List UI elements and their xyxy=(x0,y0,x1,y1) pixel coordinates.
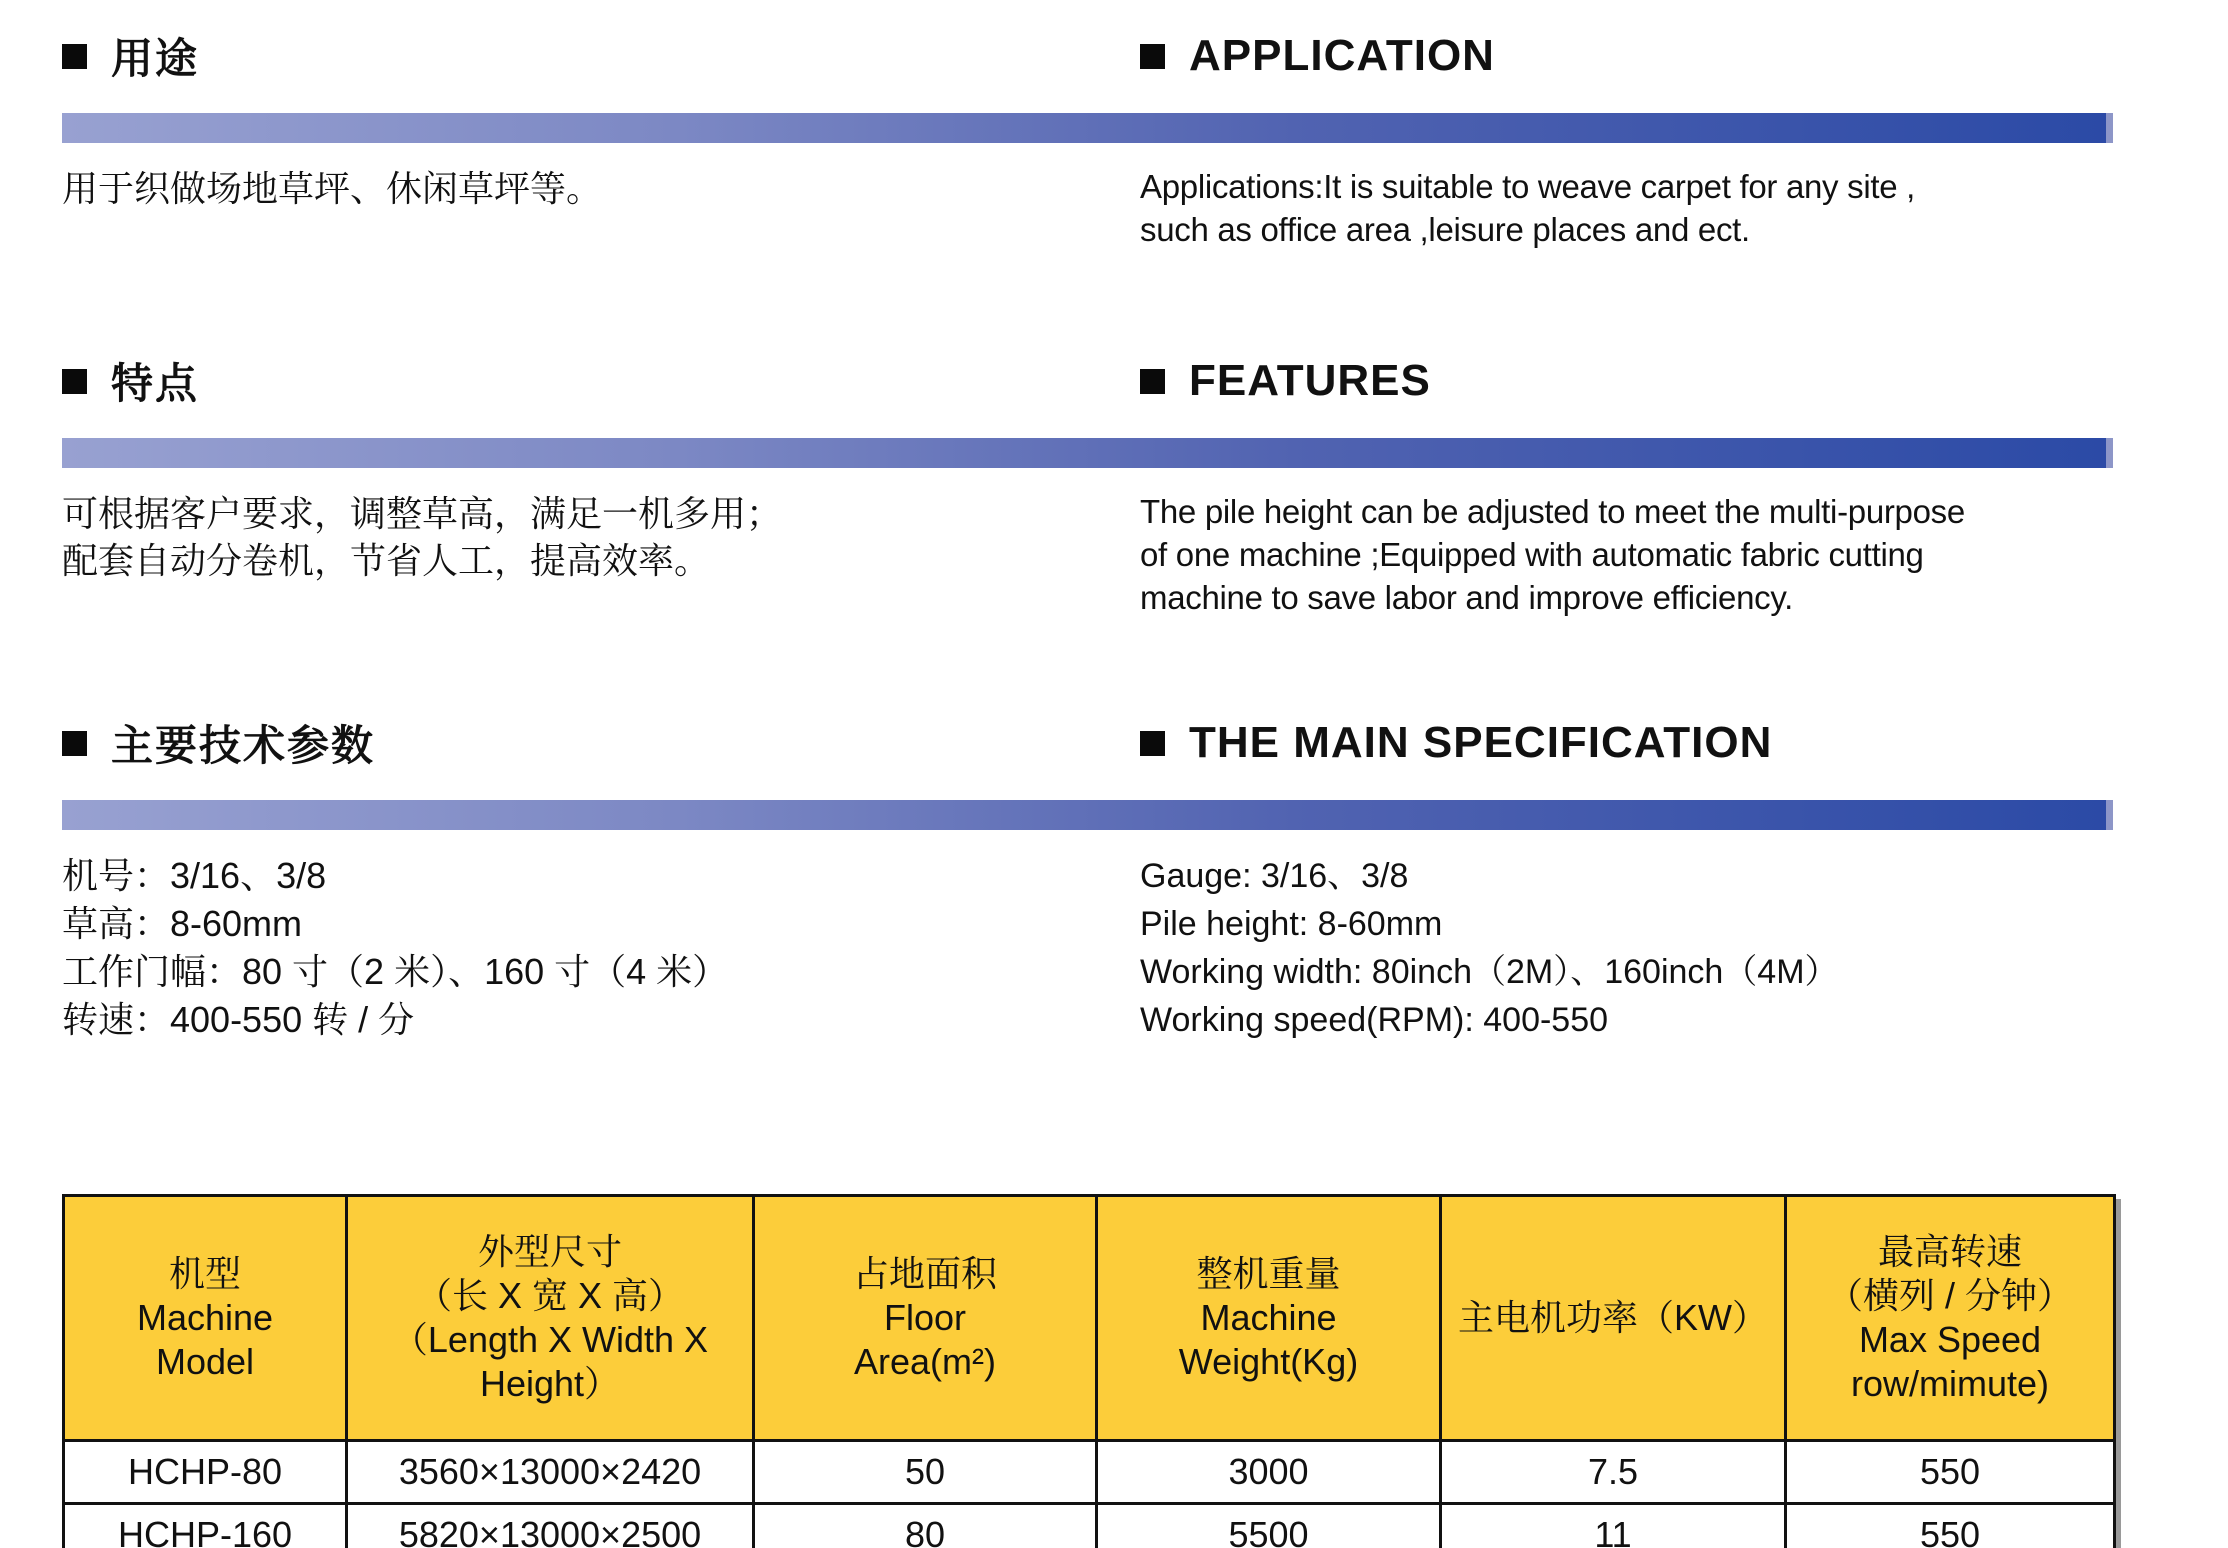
header-line: 机型 xyxy=(168,1253,241,1294)
section-bullet-icon xyxy=(1140,44,1165,69)
table-cell-model: HCHP-80 xyxy=(64,1441,347,1504)
application-body-en xyxy=(1140,165,2113,251)
spec-line-speed-cn: 转速：400-550 转 / 分 xyxy=(62,999,415,1040)
features-title-en: FEATURES xyxy=(1189,356,1431,405)
text-line: such as office area ,leisure places and ect. xyxy=(1140,211,1750,248)
spec-table xyxy=(62,1194,2116,1548)
header-line: 外型尺寸 xyxy=(477,1231,622,1272)
header-line: Height） xyxy=(479,1363,621,1404)
section-bullet-icon xyxy=(1140,369,1165,394)
table-header-dimensions xyxy=(347,1196,754,1441)
features-title-cn: 特点 xyxy=(111,360,200,407)
table-header-max-speed xyxy=(1786,1196,2115,1441)
table-cell-floor-area: 50 xyxy=(754,1441,1097,1504)
header-line: Weight(Kg) xyxy=(1178,1341,1359,1382)
features-body-en xyxy=(1140,490,2113,619)
section-application xyxy=(62,26,2113,251)
application-body-cn xyxy=(62,165,1140,251)
section-divider-bar xyxy=(62,438,2113,468)
section-bullet-icon xyxy=(62,44,87,69)
header-line: Machine xyxy=(136,1297,274,1338)
header-line: （横列 / 分钟） xyxy=(1826,1275,2073,1316)
header-line: row/mimute) xyxy=(1850,1363,2050,1404)
spec-line-gauge-en: Gauge: 3/16、3/8 xyxy=(1140,857,1409,895)
table-cell-max-speed: 550 xyxy=(1786,1504,2115,1548)
table-cell-motor-power: 11 xyxy=(1441,1504,1786,1548)
text-line: 配套自动分卷机，节省人工，提高效率。 xyxy=(62,540,711,581)
header-line: Machine xyxy=(1200,1297,1337,1338)
header-line: 整机重量 xyxy=(1196,1253,1341,1294)
features-body-cn xyxy=(62,490,1140,619)
text-line: of one machine ;Equipped with automatic fabric cutting xyxy=(1140,536,1924,573)
section-divider-bar xyxy=(62,113,2113,143)
header-line: 占地面积 xyxy=(852,1253,997,1294)
table-header-machine-model xyxy=(64,1196,347,1441)
section-bullet-icon xyxy=(62,369,87,394)
text-line: 用于织做场地草坪、休闲草坪等。 xyxy=(62,168,603,209)
table-cell-motor-power: 7.5 xyxy=(1441,1441,1786,1504)
header-line: Area(m²) xyxy=(854,1341,996,1382)
header-line: Floor xyxy=(883,1297,967,1338)
header-line: 最高转速 xyxy=(1877,1231,2022,1272)
spec-line-working-width-en: Working width: 80inch（2M）、160inch（4M） xyxy=(1140,953,1839,991)
table-header-row xyxy=(64,1196,2115,1441)
section-specification xyxy=(62,713,2113,1044)
specification-body-en xyxy=(1140,852,2113,1044)
section-bullet-icon xyxy=(62,731,87,756)
header-line: （Length X Width X xyxy=(391,1319,709,1360)
section-divider-bar xyxy=(62,800,2113,830)
header-line: （长 X 宽 X 高） xyxy=(415,1275,685,1316)
spec-line-pile-height-cn: 草高：8-60mm xyxy=(62,903,303,944)
table-cell-max-speed: 550 xyxy=(1786,1441,2115,1504)
features-heading-en xyxy=(1140,351,2113,411)
application-title-cn: 用途 xyxy=(111,35,200,82)
spec-table-wrapper xyxy=(62,1194,2113,1548)
table-cell-dimensions: 5820×13000×2500 xyxy=(347,1504,754,1548)
header-line: Max Speed xyxy=(1858,1319,2042,1360)
specification-heading-cn xyxy=(62,713,1140,773)
spec-line-speed-en: Working speed(RPM): 400-550 xyxy=(1140,1001,1609,1039)
specification-heading-en xyxy=(1140,713,2113,773)
text-line: The pile height can be adjusted to meet the multi-purpose xyxy=(1140,493,1965,530)
table-header-machine-weight xyxy=(1097,1196,1441,1441)
table-cell-model: HCHP-160 xyxy=(64,1504,347,1548)
specification-title-en: THE MAIN SPECIFICATION xyxy=(1189,718,1773,767)
spec-line-working-width-cn: 工作门幅：80 寸（2 米）、160 寸（4 米） xyxy=(62,951,729,992)
table-cell-floor-area: 80 xyxy=(754,1504,1097,1548)
table-header-floor-area xyxy=(754,1196,1097,1441)
text-line: 可根据客户要求，调整草高，满足一机多用； xyxy=(62,493,783,534)
application-heading-cn xyxy=(62,26,1140,86)
table-header-motor-power xyxy=(1441,1196,1786,1441)
spec-line-gauge-cn: 机号：3/16、3/8 xyxy=(62,855,327,896)
application-title-en: APPLICATION xyxy=(1189,31,1495,80)
header-line: Model xyxy=(155,1341,255,1382)
table-cell-dimensions: 3560×13000×2420 xyxy=(347,1441,754,1504)
application-heading-en xyxy=(1140,26,2113,86)
table-cell-weight: 5500 xyxy=(1097,1504,1441,1548)
section-features xyxy=(62,351,2113,619)
table-row xyxy=(64,1441,2115,1504)
header-line: 主电机功率（KW） xyxy=(1458,1297,1768,1338)
features-heading-cn xyxy=(62,351,1140,411)
text-line: Applications:It is suitable to weave carpet for any site , xyxy=(1140,168,1916,205)
section-bullet-icon xyxy=(1140,731,1165,756)
text-line: machine to save labor and improve efficiency. xyxy=(1140,579,1793,616)
table-cell-weight: 3000 xyxy=(1097,1441,1441,1504)
table-row xyxy=(64,1504,2115,1548)
specification-title-cn: 主要技术参数 xyxy=(111,722,376,769)
specification-body-cn xyxy=(62,852,1140,1044)
spec-line-pile-height-en: Pile height: 8-60mm xyxy=(1140,905,1443,943)
